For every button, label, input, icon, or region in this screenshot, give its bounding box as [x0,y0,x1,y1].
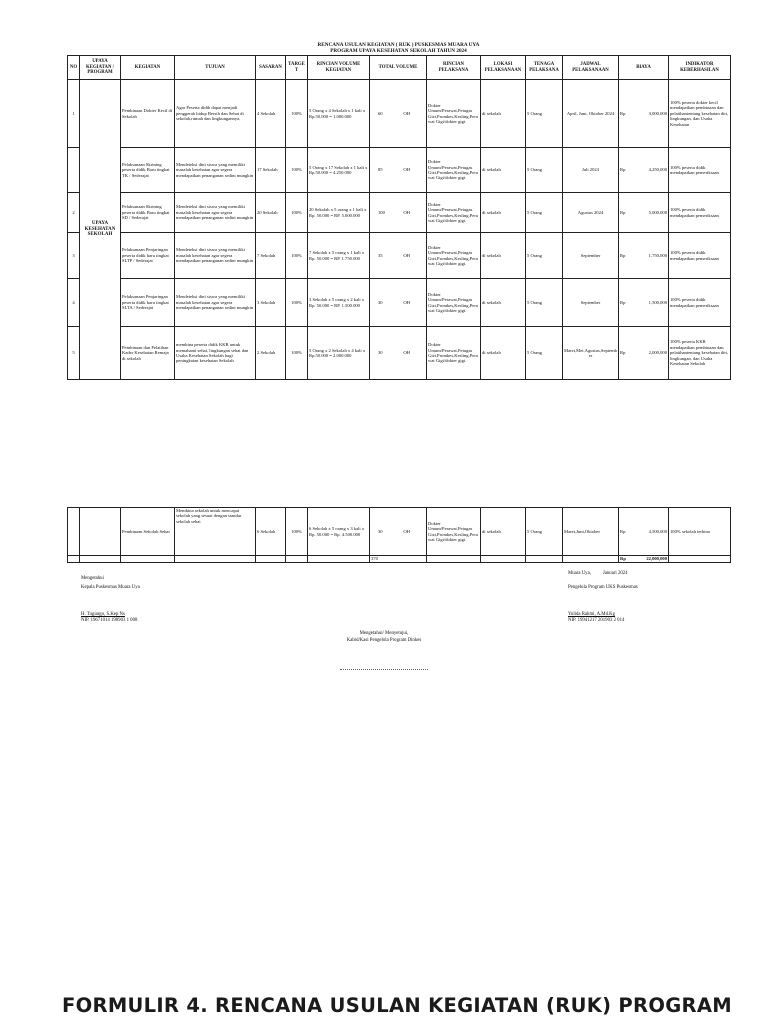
total-value: 30 [378,350,383,356]
table-row [68,508,731,556]
cell-tujuan: Mendeteksi dini siswa yang memiliki masalah kesehatan agar segera mendapatkan penanganan sedini mungkin [175,233,256,279]
table-row [68,233,731,279]
header-kegiatan: KEGIATAN [121,56,175,80]
biaya-amount: 5,000,000 [648,209,667,215]
cell-tenaga: 5 Orang [526,279,563,327]
cell-biaya [619,233,669,279]
cell-total-volume [370,193,427,233]
total-unit: OH [403,110,410,116]
cell-rincian-volume: 3 Sekolah x 5 orang x 2 kali x Rp. 50.000 = RP. 1.500.000 [308,279,370,327]
cell-pelaksana: Dokter Umum/Perawat,Petugas Gizi,Promkes,Kesling,Perawat Gigi/dokter gigi. [427,279,481,327]
cell-rincian-volume: 6 Sekolah x 5 orang x 3 kali x Rp. 50.000 = Rp. 4.500.000 [308,508,370,556]
cell-target: 100% [286,508,308,556]
header-biaya: BIAYA [619,56,669,80]
cell-indikator: 100% peserta didik mendapatkan pemeriksaan [669,193,731,233]
cell-rincian-volume: 7 Sekolah x 5 orang x 1 kali x Rp. 50.000 = RP. 1.750.000 [308,233,370,279]
biaya-currency: Rp [620,167,626,173]
table-row [68,148,731,193]
total-value: 60 [378,110,383,116]
signature-left-name: H. Tugiargo, S.Kep Ns [81,612,125,617]
cell-lokasi: di sekolah [481,80,526,148]
cell-lokasi: di sekolah [481,508,526,556]
cell-tujuan: membina peserta didik KKR untuk memahami sehat, lingkungan sehat dan Usaha Kesehatan Sekolah bagi peningkatan kesehatan Sekolah [175,327,256,380]
table-header-row [68,56,731,80]
cell-indikator: 100% peserta didik mendapatkan pemeriksaan [669,148,731,193]
cell-kegiatan: Pelaksanaan Penjaringan peserta didik baru tingkat SLTA / Sederajat [121,279,175,327]
cell-jadwal: September [563,233,619,279]
table-row [68,327,731,380]
cell-pelaksana: Dokter Umum/Perawat,Petugas Gizi,Promkes,Kesling,Perawat Gigi/dokter gigi. [427,327,481,380]
total-amount: 22,000,000 [646,556,667,562]
cell-lokasi: di sekolah [481,148,526,193]
cell-sasaran: 4 Sekolah [256,80,286,148]
cell-sasaran: 3 Sekolah [256,279,286,327]
document-title-line-1: RENCANA USULAN KEGIATAN ( RUK ) PUSKESMAS MUARA UYA [317,42,480,48]
signature-right-position: Pengelola Program UKS Puskesmas [568,585,638,590]
header-tenaga: TENAGA PELAKSANA [526,56,563,80]
cell-pelaksana: Dokter Umum/Perawat,Petugas Gizi,Promkes,Kesling,Perawat Gigi/dokter gigi. [427,233,481,279]
cell-pelaksana: Dokter Umum/Perawat,Petugas Gizi,Promkes,Kesling,Perawat Gigi/dokter gigi. [427,193,481,233]
cell-tujuan: Mendeteksi dini siswa yang memiliki masalah kesehatan agar segera mendapatkan penanganan sedini mungkin [175,193,256,233]
cell-indikator: 100% peserta didik mendapatkan pemeriksaan [669,233,731,279]
cell-tenaga: 5 Orang [526,327,563,380]
biaya-currency: Rp [620,252,626,258]
total-biaya-sum [619,556,669,563]
signature-center-line [340,669,428,670]
cell-total-volume [370,233,427,279]
cell-tenaga: 5 Orang [526,508,563,556]
signature-center-label: Mengetahui/ Menyetujui, [359,631,409,636]
cell-program [80,508,121,556]
cell-indikator: 100% peserta didik mendapatkan pemeriksaan [669,279,731,327]
total-volume-sum: 370 [370,556,427,563]
cell-kegiatan: Pembinaan Sekolah Sehat [121,508,175,556]
footer-banner: FORMULIR 4. RENCANA USULAN KEGIATAN (RUK) PROGRAM [62,994,732,1017]
biaya-currency: Rp [620,209,626,215]
totals-row [68,556,731,563]
cell-biaya [619,279,669,327]
cell-jadwal: Agustus 2024 [563,193,619,233]
biaya-amount: 4,250,000 [648,167,667,173]
total-unit: OH [403,209,410,215]
total-unit: OH [403,252,410,258]
cell-pelaksana: Dokter Umum/Perawat,Petugas Gizi,Promkes,Kesling,Perawat Gigi/dokter gigi. [427,148,481,193]
cell-target: 100% [286,80,308,148]
cell-jadwal: April, Juni, Oktober 2024 [563,80,619,148]
cell-lokasi: di sekolah [481,193,526,233]
cell-target: 100% [286,327,308,380]
biaya-currency: Rp [620,110,626,116]
cell-rincian-volume: 5 Orang x 4 Sekolah x 1 kali x Rp.50.000 = 1.000.000 [308,80,370,148]
table-row [68,80,731,148]
signature-center-position: Kabid/Kasi Pengelola Program Dinkes [346,638,422,643]
cell-target: 100% [286,279,308,327]
cell-sasaran: 7 Sekolah [256,233,286,279]
cell-biaya [619,193,669,233]
cell-biaya [619,508,669,556]
biaya-amount: 3,000,000 [648,110,667,116]
cell-total-volume [370,508,427,556]
cell-no: 2 [68,193,80,233]
total-unit: OH [403,528,410,534]
total-value: 100 [378,209,385,215]
cell-rincian-volume: 5 Orang x 2 Sekolah x 4 kali x Rp.50.000 = 2.000.000 [308,327,370,380]
cell-jadwal: September [563,279,619,327]
cell-pelaksana: Dokter Umum/Perawat,Petugas Gizi,Promkes,Kesling,Perawat Gigi/dokter gigi. [427,508,481,556]
cell-sasaran: 17 Sekolah [256,148,286,193]
total-value: 35 [378,252,383,258]
cell-jadwal: Juli 2024 [563,148,619,193]
cell-kegiatan: Pelaksanaan Penjaringan peserta didik baru tingkat SLTP / Sederajat [121,233,175,279]
table-row [68,193,731,233]
signature-right-place-date: Muara Uya, Januari 2024 [568,571,628,576]
cell-pelaksana: Dokter Umum/Perawat,Petugas Gizi,Promkes,Kesling,Perawat Gigi/dokter gigi. [427,80,481,148]
header-lokasi: LOKASI PELAKSANAAN [481,56,526,80]
cell-rincian-volume: 5 Orang x 17 Sekolah x 1 kali x Rp.50.000 = 4.250.000 [308,148,370,193]
biaya-currency: Rp [620,350,626,356]
signature-right-name: Yulida Rahmi, A.Md.Kg [568,612,616,617]
cell-no [68,148,80,193]
cell-tujuan: Agar Peserta didik dapat menjadi penggerak hidup Bersih dan Sehat di sekolah,rumah dan lingkungannya. [175,80,256,148]
biaya-currency: Rp [620,528,626,534]
signature-left-label: Mengetahui [81,576,104,581]
cell-tujuan: Membina sekolah untuk mencapai sekolah yang sesuai dengan standar sekolah sehat [175,508,256,556]
cell-tenaga: 5 Orang [526,80,563,148]
total-unit: OH [403,350,410,356]
cell-target: 100% [286,193,308,233]
cell-indikator: 100% peserta dokter kecil mendapatkan pembinaan dan pelatihantentang kesehatan diri, lingkungan, dan Usaha Kesehatan [669,80,731,148]
total-value: 85 [378,167,383,173]
cell-target: 100% [286,148,308,193]
cell-kegiatan: Pembinaan Dokter Kecil di Sekolah [121,80,175,148]
cell-no [68,508,80,556]
cell-sasaran: 20 Sekolah [256,193,286,233]
total-unit: OH [403,299,410,305]
signature-left-nip: NIP. 19671014 198903 1 008 [81,618,138,623]
cell-jadwal: Maret,Juni,Oktober [563,508,619,556]
ruk-table-continued [67,507,731,563]
cell-lokasi: di sekolah [481,279,526,327]
cell-total-volume [370,327,427,380]
cell-total-volume [370,148,427,193]
header-rincian-volume: RINCIAN VOLUME KEGIATAN [308,56,370,80]
total-value: 30 [378,528,383,534]
header-jadwal: JADWAL PELAKSANAAN [563,56,619,80]
cell-tujuan: Mendeteksi dini siswa yang memiliki masalah kesehatan agar segera mendapatkan penanganan sedini mungkin [175,148,256,193]
header-program: UPAYA KEGIATAN / PROGRAM [80,56,121,80]
ruk-table [67,55,731,380]
cell-tenaga: 5 Orang [526,233,563,279]
cell-total-volume [370,80,427,148]
header-total-volume: TOTAL VOLUME [370,56,427,80]
cell-lokasi: di sekolah [481,233,526,279]
cell-sasaran: 2 Sekolah [256,327,286,380]
cell-sasaran: 6 Sekolah [256,508,286,556]
total-currency: Rp [620,556,626,562]
cell-biaya [619,327,669,380]
cell-no: 1 [68,80,80,148]
table-row [68,279,731,327]
cell-jadwal: Maret,Mei,Agustus,September [563,327,619,380]
cell-tenaga: 5 Orang [526,148,563,193]
biaya-currency: Rp [620,299,626,305]
cell-tujuan: Mendeteksi dini siswa yang memiliki masalah kesehatan agar segera mendapatkan penanganan sedini mungkin [175,279,256,327]
signature-right-nip: NIP. 19941217 201903 2 014 [568,618,625,623]
cell-total-volume [370,279,427,327]
header-no: NO [68,56,80,80]
signature-left-position: Kepala Puskesmas Muara Uya [81,585,140,590]
biaya-amount: 1,750,000 [648,252,667,258]
header-tujuan: TUJUAN [175,56,256,80]
total-unit: OH [403,167,410,173]
cell-biaya [619,80,669,148]
cell-no: 5 [68,327,80,380]
cell-kegiatan: Pelaksanaan Skrining peserta didik Baru tingkat SD / Sederajat [121,193,175,233]
total-value: 30 [378,299,383,305]
header-target: TARGET [286,56,308,80]
cell-rincian-volume: 20 Sekolah x 5 orang x 1 kali x Rp. 50.000 = RP. 5.000.000 [308,193,370,233]
cell-kegiatan: Pelaksanaan Skrining peserta didik Baru tingkat TK / Sederajat [121,148,175,193]
biaya-amount: 2,000,000 [648,350,667,356]
header-rincian-pelaksana: RINCIAN PELAKSANA [427,56,481,80]
biaya-amount: 4,500,000 [648,528,667,534]
cell-tenaga: 5 Orang [526,193,563,233]
biaya-amount: 1,500,000 [648,299,667,305]
cell-indikator: 100% sekolah terbina [669,508,731,556]
header-indikator: INDIKATOR KEBERHASILAN [669,56,731,80]
cell-kegiatan: Pembinaan dan Pelatihan Kader Kesehatan Remaja di sekolah [121,327,175,380]
cell-no: 4 [68,279,80,327]
document-title-line-2: PROGRAM UPAYA KESEHATAN SEKOLAH TAHUN 2024 [330,48,467,54]
cell-biaya [619,148,669,193]
cell-lokasi: di sekolah [481,327,526,380]
header-sasaran: SASARAN [256,56,286,80]
cell-no: 3 [68,233,80,279]
cell-indikator: 100% peserta KKR mendapatkan pembinaan dan pelatihantentang kesehatan diri, lingkungan, dan Usaha Kesehatan Sekolah [669,327,731,380]
cell-program: UPAYA KESEHATAN SEKOLAH [80,80,121,380]
cell-target: 100% [286,233,308,279]
